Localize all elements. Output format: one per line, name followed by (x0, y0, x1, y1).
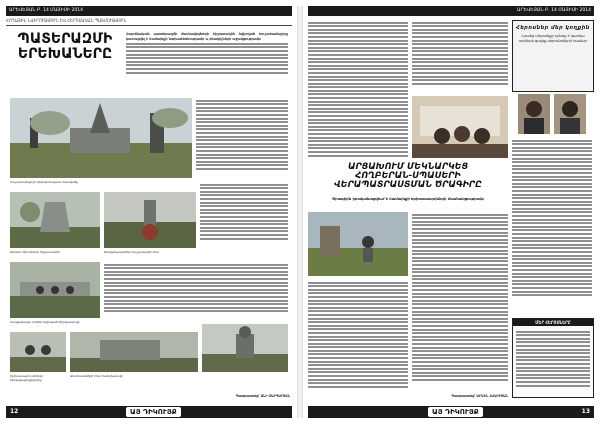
caption-4: Հաղթանակի տոնին նվիրված միջոցառումը (10, 320, 80, 324)
left-subheader: ՀՈՂԱՅԻՆ ՆՎԻՐՈՒԹՅՈՒՆ ԵՎ ՀԵՐՈՍԱԿԱՆ ՊԱՏՄՈՒԹՅՈՒՆ (6, 17, 292, 26)
caption-1: Հուշահամալիրի կենտրոնական հատվածը (10, 180, 79, 184)
right-headline-line-3: ՎԵՐԱՊԱՏՐԱՍՏՄԱՆ ԾՐԱԳԻՐԸ (334, 178, 482, 189)
heroes-box-title: ՄԵՐ ՀԵՐՈՍՆԵՐԸ (513, 319, 593, 326)
heroes-box (512, 318, 594, 398)
left-headline (10, 32, 120, 61)
right-column-text-2 (412, 20, 508, 94)
sidebar-quote: Նրանց սխրանքը պետք է դառնա օրինակ գալիք սերունդների համար (519, 34, 587, 43)
memorial-wreath-photo (104, 192, 196, 248)
right-page-number: 13 (581, 408, 590, 415)
left-author: Պատրաստեց՝ ԱՆԻ ՄԱՐԳԱՐՅԱՆ (235, 394, 290, 398)
heroes-box-text (516, 329, 590, 393)
right-logo: ԱՅ ԴԻԿՈՒՅՔ (428, 407, 483, 417)
right-column-text-3 (412, 212, 508, 400)
youth-photo (10, 332, 66, 372)
field-work-photo (308, 212, 408, 276)
caption-5: Երիտասարդ սերնդի ներկայացուցիչները (10, 374, 44, 382)
right-footer (308, 406, 594, 418)
right-byline: Պատրաստեց՝ ԱՐՄԵՆ ՀԱԿՈԲՅԱՆ (451, 394, 508, 398)
left-headline-line-1: ՊԱՏԵՐԱԶՄԻ (17, 31, 113, 47)
left-page (6, 6, 292, 418)
hero-portrait-2 (554, 94, 586, 134)
memorial-stone-photo (10, 192, 100, 248)
right-header-date: ԱՐԵՎԵՅԱՆ Բ. 14 ՄԱՅԻՍԻ 2014 (517, 8, 591, 13)
left-footer (6, 406, 292, 418)
students-photo (412, 96, 508, 158)
caption-3: Ծաղկեպսակներ հուշարձանի մոտ (104, 250, 160, 254)
sidebar-quote-title: Հերոսներ մեր կողքին (516, 25, 590, 31)
left-column-text-1 (196, 98, 288, 178)
caption-6: Վետերանների հետ հանդիպումը (70, 374, 123, 378)
left-lead-text (126, 32, 288, 94)
hero-portrait-1 (518, 94, 550, 134)
left-page-number: 12 (10, 408, 19, 415)
right-page (308, 6, 594, 418)
ceremony-photo (10, 262, 100, 318)
left-header-date: ԱՐԵՎԵՅԱՆ Բ. 14 ՄԱՅԻՍԻ 2014 (9, 8, 83, 13)
sidebar-quote-box (512, 20, 594, 92)
memorial-main-photo (10, 98, 192, 178)
memorial-bust-photo (202, 324, 288, 372)
caption-2: Անմահ հերոսների հիշատակին (10, 250, 60, 254)
sidebar-text (512, 138, 592, 314)
right-headline-line-1: ԱՐՑԱԽՈՒՄ ՄԵԿՆԱՐԿԵՑ (347, 161, 469, 171)
right-page-header (308, 6, 594, 16)
left-headline-line-2: ԵՐԵԽԱՆԵՐԸ (17, 45, 113, 62)
left-column-text-3 (104, 262, 288, 320)
left-column-text-2 (200, 182, 288, 248)
left-lead-text-content: Հայրենական պատերազմի մասնակիցների հիշատակին նվիրված հուշահամալիրը կառուցվել է համայնքի նախաձեռնությամբ և բնակիչների աջակցությամբ: (126, 32, 288, 41)
right-column-text-1 (308, 20, 408, 172)
left-logo: ԱՅ ԴԻԿՈՒՅՔ (126, 407, 181, 417)
left-page-header (6, 6, 292, 16)
right-headline (308, 162, 508, 188)
veterans-photo (70, 332, 198, 372)
right-subheadline: Ծրագիրն իրականացվում է համայնքի երիտասարդների մասնակցությամբ (332, 196, 484, 201)
right-column-text-4 (308, 280, 408, 400)
right-headline-line-2: ՀՈՂԲԵՐԱՆ-ՍՊԱՍԵՐԻ (355, 169, 461, 180)
page-gutter (297, 6, 303, 418)
